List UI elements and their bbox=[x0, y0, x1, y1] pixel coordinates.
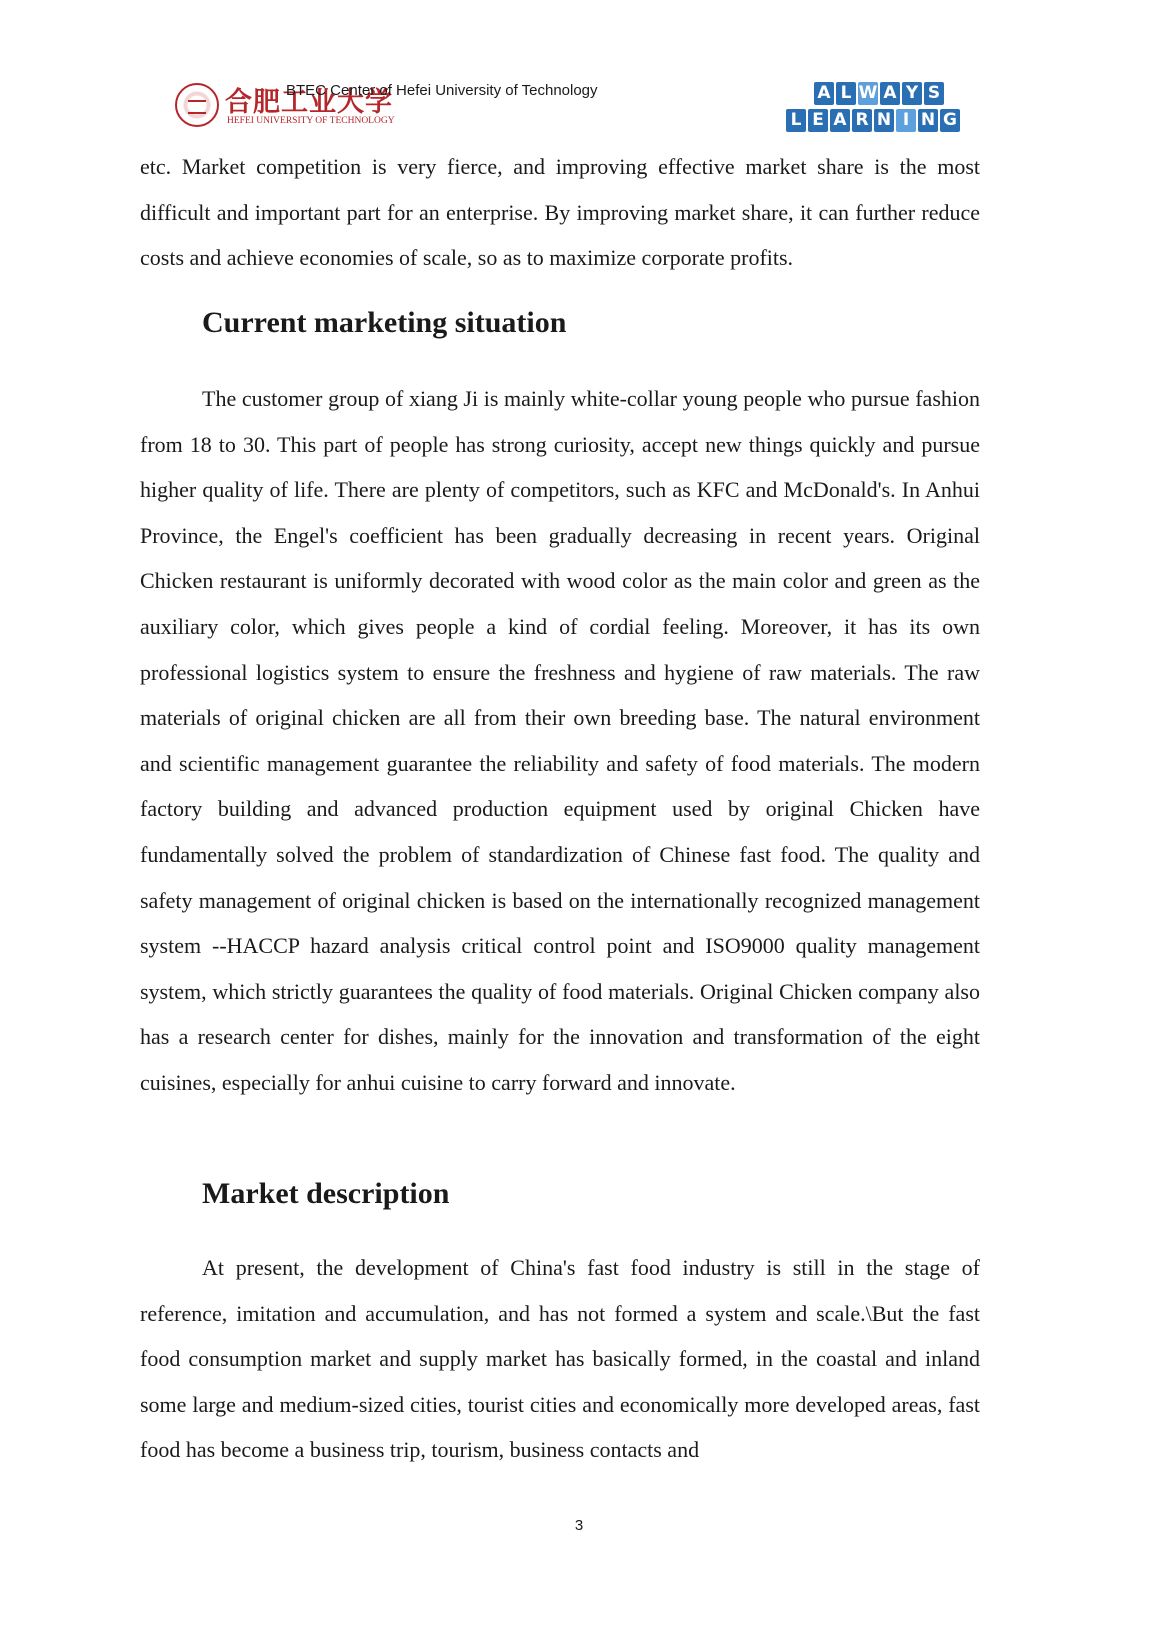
university-name-en: HEFEI UNIVERSITY OF TECHNOLOGY bbox=[227, 116, 395, 126]
logo-line-always bbox=[786, 82, 980, 106]
logo-tile: S bbox=[924, 82, 944, 105]
section-heading-current-marketing: Current marketing situation bbox=[202, 306, 567, 339]
intro-paragraph: etc. Market competition is very fierce, and improving effective market share is the most difficult and important part for an enterprise. By improving market share, it can further reduce costs and achieve economies of scale, so as to maximize corporate profits. bbox=[140, 154, 980, 271]
section-paragraph-current-marketing: The customer group of xiang Ji is mainly white-collar young people who pursue fashion from 18 to 30. This part of people has strong curiosity, accept new things quickly and pursue higher quality of life. There are plenty of competitors, such as KFC and McDonald's. In Anhui Province, the Engel's coefficient has been gradually decreasing in recent years. Original Chicken restaurant is uniformly decorated with wood color as the main color and green as the auxiliary color, which gives people a kind of cordial feeling. Moreover, it has its own professional logistics system to ensure the freshness and hygiene of raw materials. The raw materials of original chicken are all from their own breeding base. The natural environment and scientific management guarantee the reliability and safety of food materials. The modern factory building and advanced production equipment used by original Chicken have fundamentally solved the problem of standardization of Chinese fast food. The quality and safety management of original chicken is based on the internationally recognized management system --HACCP hazard analysis critical control point and ISO9000 quality management system, which strictly guarantees the quality of food materials. Original Chicken company also has a research center for dishes, mainly for the innovation and transformation of the eight cuisines, especially for anhui cuisine to carry forward and innovate. bbox=[140, 386, 980, 1095]
logo-tile: W bbox=[858, 83, 878, 103]
logo-tile: N bbox=[918, 109, 938, 132]
always-learning-logo bbox=[786, 82, 980, 134]
university-name-cn: 合肥工业大学 bbox=[225, 87, 393, 118]
section-paragraph-market-description: At present, the development of China's fast food industry is still in the stage of reference, imitation and accumulation, and has not formed a system and scale.\But the fast food consumption market and supply market has basically formed, in the coastal and inland some large and medium-sized cities, tourist cities and economically more developed areas, fast food has become a business trip, tourism, business contacts and bbox=[140, 1255, 980, 1463]
logo-line-learning bbox=[786, 109, 980, 133]
logo-tile: A bbox=[880, 82, 900, 105]
section-heading-market-description: Market description bbox=[202, 1177, 450, 1210]
logo-tile: G bbox=[940, 109, 960, 132]
logo-tile: N bbox=[874, 109, 894, 132]
header-title: BTEC Center of Hefei University of Technology bbox=[286, 82, 598, 99]
university-seal-icon bbox=[175, 83, 219, 127]
logo-tile: L bbox=[786, 109, 806, 132]
page-number: 3 bbox=[574, 1517, 584, 1534]
logo-tile: A bbox=[830, 109, 850, 132]
logo-tile: I bbox=[896, 109, 916, 132]
logo-tile: L bbox=[836, 82, 856, 105]
logo-tile: E bbox=[808, 109, 828, 132]
logo-tile: Y bbox=[902, 82, 922, 105]
logo-tile: A bbox=[814, 82, 834, 105]
logo-tile: R bbox=[852, 109, 872, 132]
